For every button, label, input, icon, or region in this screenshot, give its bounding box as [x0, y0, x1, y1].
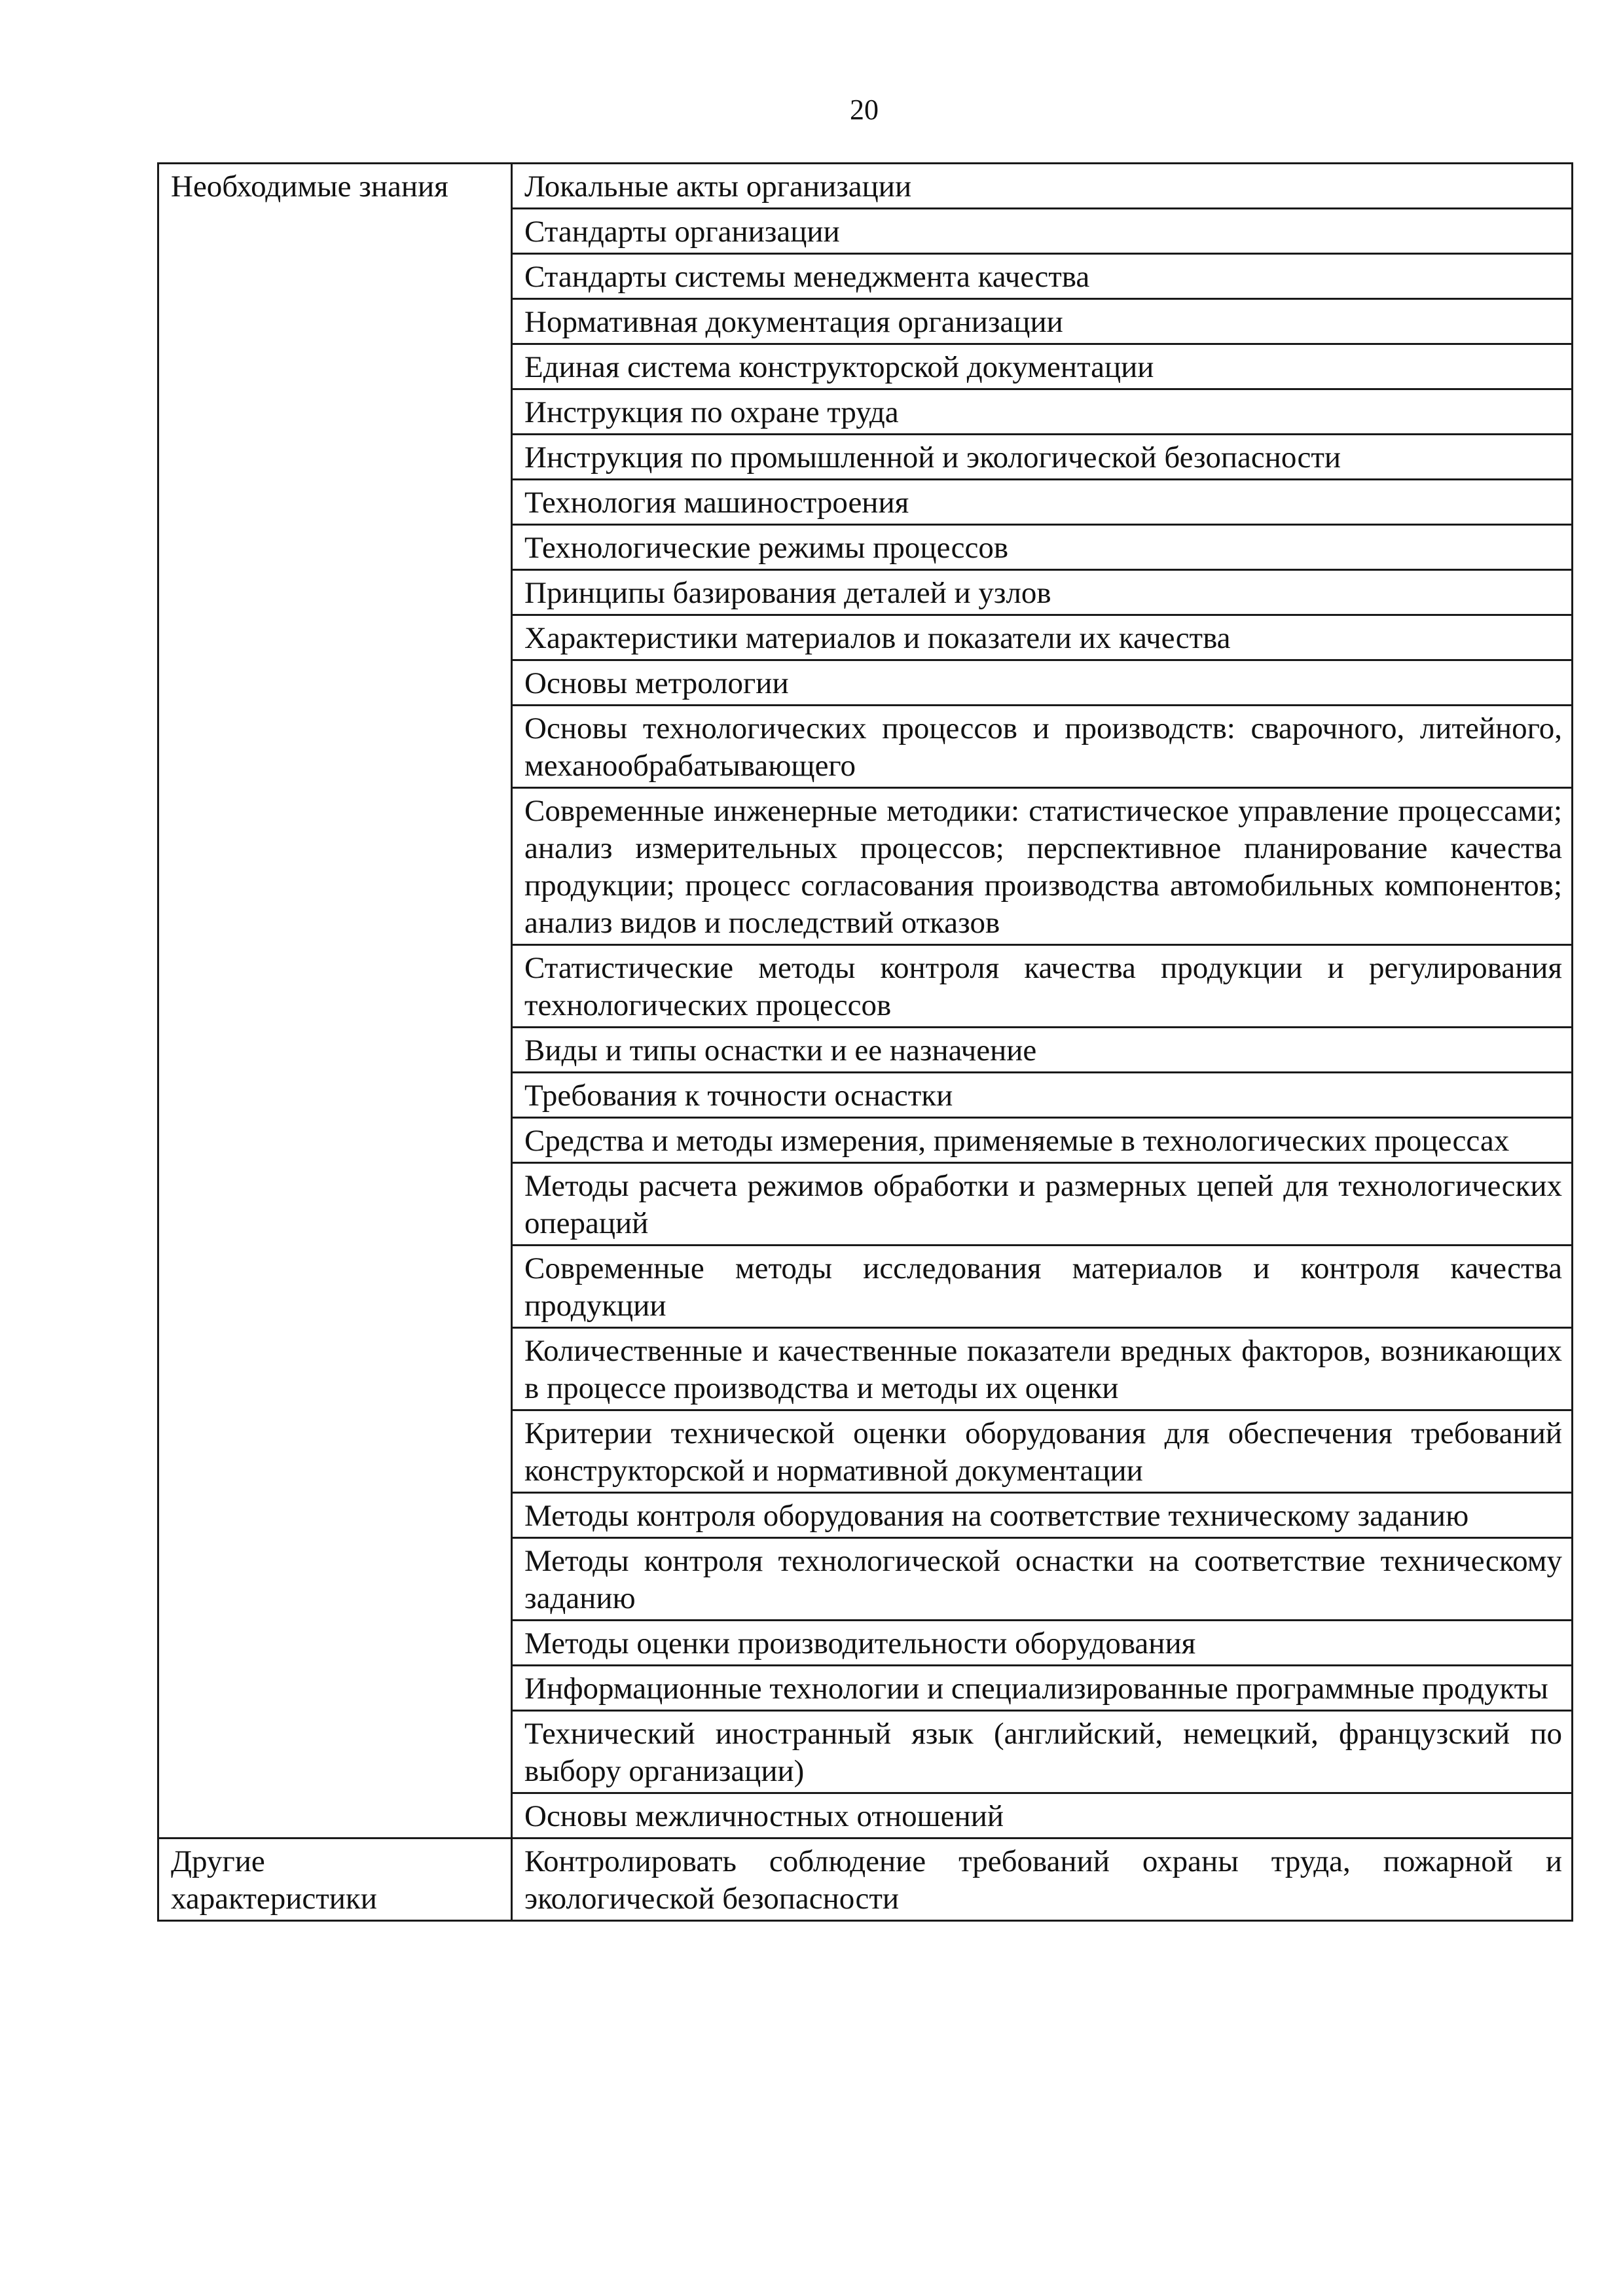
knowledge-item: Информационные технологии и специализированные программные продукты: [512, 1666, 1573, 1711]
knowledge-item: Основы метрологии: [512, 660, 1573, 706]
knowledge-item: Основы межличностных отношений: [512, 1793, 1573, 1839]
knowledge-item: Современные инженерные методики: статистическое управление процессами; анализ измерительных процессов; перспективное планирование качества продукции; процесс согласования производства автомобильных компонентов; анализ видов и последствий отказов: [512, 788, 1573, 945]
knowledge-item: Локальные акты организации: [512, 164, 1573, 209]
knowledge-item: Технологические режимы процессов: [512, 525, 1573, 570]
section-label-line: Другие: [171, 1844, 265, 1878]
knowledge-item: Технический иностранный язык (английский, немецкий, французский по выбору организации): [512, 1711, 1573, 1793]
knowledge-item: Характеристики материалов и показатели их качества: [512, 615, 1573, 660]
knowledge-item: Требования к точности оснастки: [512, 1073, 1573, 1118]
knowledge-item: Методы контроля оборудования на соответствие техническому заданию: [512, 1493, 1573, 1538]
knowledge-item: Инструкция по промышленной и экологической безопасности: [512, 435, 1573, 480]
page-number: 20: [850, 94, 879, 126]
knowledge-item: Методы контроля технологической оснастки на соответствие техническому заданию: [512, 1538, 1573, 1621]
knowledge-item: Технология машиностроения: [512, 480, 1573, 525]
section-label-other: [158, 1839, 512, 1921]
knowledge-item: Нормативная документация организации: [512, 299, 1573, 344]
section-label-line: характеристики: [171, 1882, 377, 1916]
other-characteristics-item: Контролировать соблюдение требований охраны труда, пожарной и экологической безопасности: [512, 1839, 1573, 1921]
knowledge-item: Методы оценки производительности оборудования: [512, 1621, 1573, 1666]
table-row: [158, 1839, 1573, 1921]
requirements-table: [157, 162, 1573, 1922]
knowledge-item: Стандарты организации: [512, 209, 1573, 254]
knowledge-item: Методы расчета режимов обработки и размерных цепей для технологических операций: [512, 1163, 1573, 1246]
knowledge-item: Критерии технической оценки оборудования для обеспечения требований конструкторской и нормативной документации: [512, 1410, 1573, 1493]
knowledge-item: Количественные и качественные показатели вредных факторов, возникающих в процессе производства и методы их оценки: [512, 1328, 1573, 1410]
section-label-knowledge: Необходимые знания: [158, 164, 512, 1839]
knowledge-item: Инструкция по охране труда: [512, 389, 1573, 435]
knowledge-item: Виды и типы оснастки и ее назначение: [512, 1028, 1573, 1073]
table-row: [158, 164, 1573, 209]
knowledge-item: Статистические методы контроля качества продукции и регулирования технологических процессов: [512, 945, 1573, 1028]
knowledge-item: Стандарты системы менеджмента качества: [512, 254, 1573, 299]
knowledge-item: Средства и методы измерения, применяемые в технологических процессах: [512, 1118, 1573, 1163]
knowledge-item: Единая система конструкторской документации: [512, 344, 1573, 389]
knowledge-item: Принципы базирования деталей и узлов: [512, 570, 1573, 615]
knowledge-item: Основы технологических процессов и производств: сварочного, литейного, механообрабатывающего: [512, 706, 1573, 788]
knowledge-item: Современные методы исследования материалов и контроля качества продукции: [512, 1246, 1573, 1328]
